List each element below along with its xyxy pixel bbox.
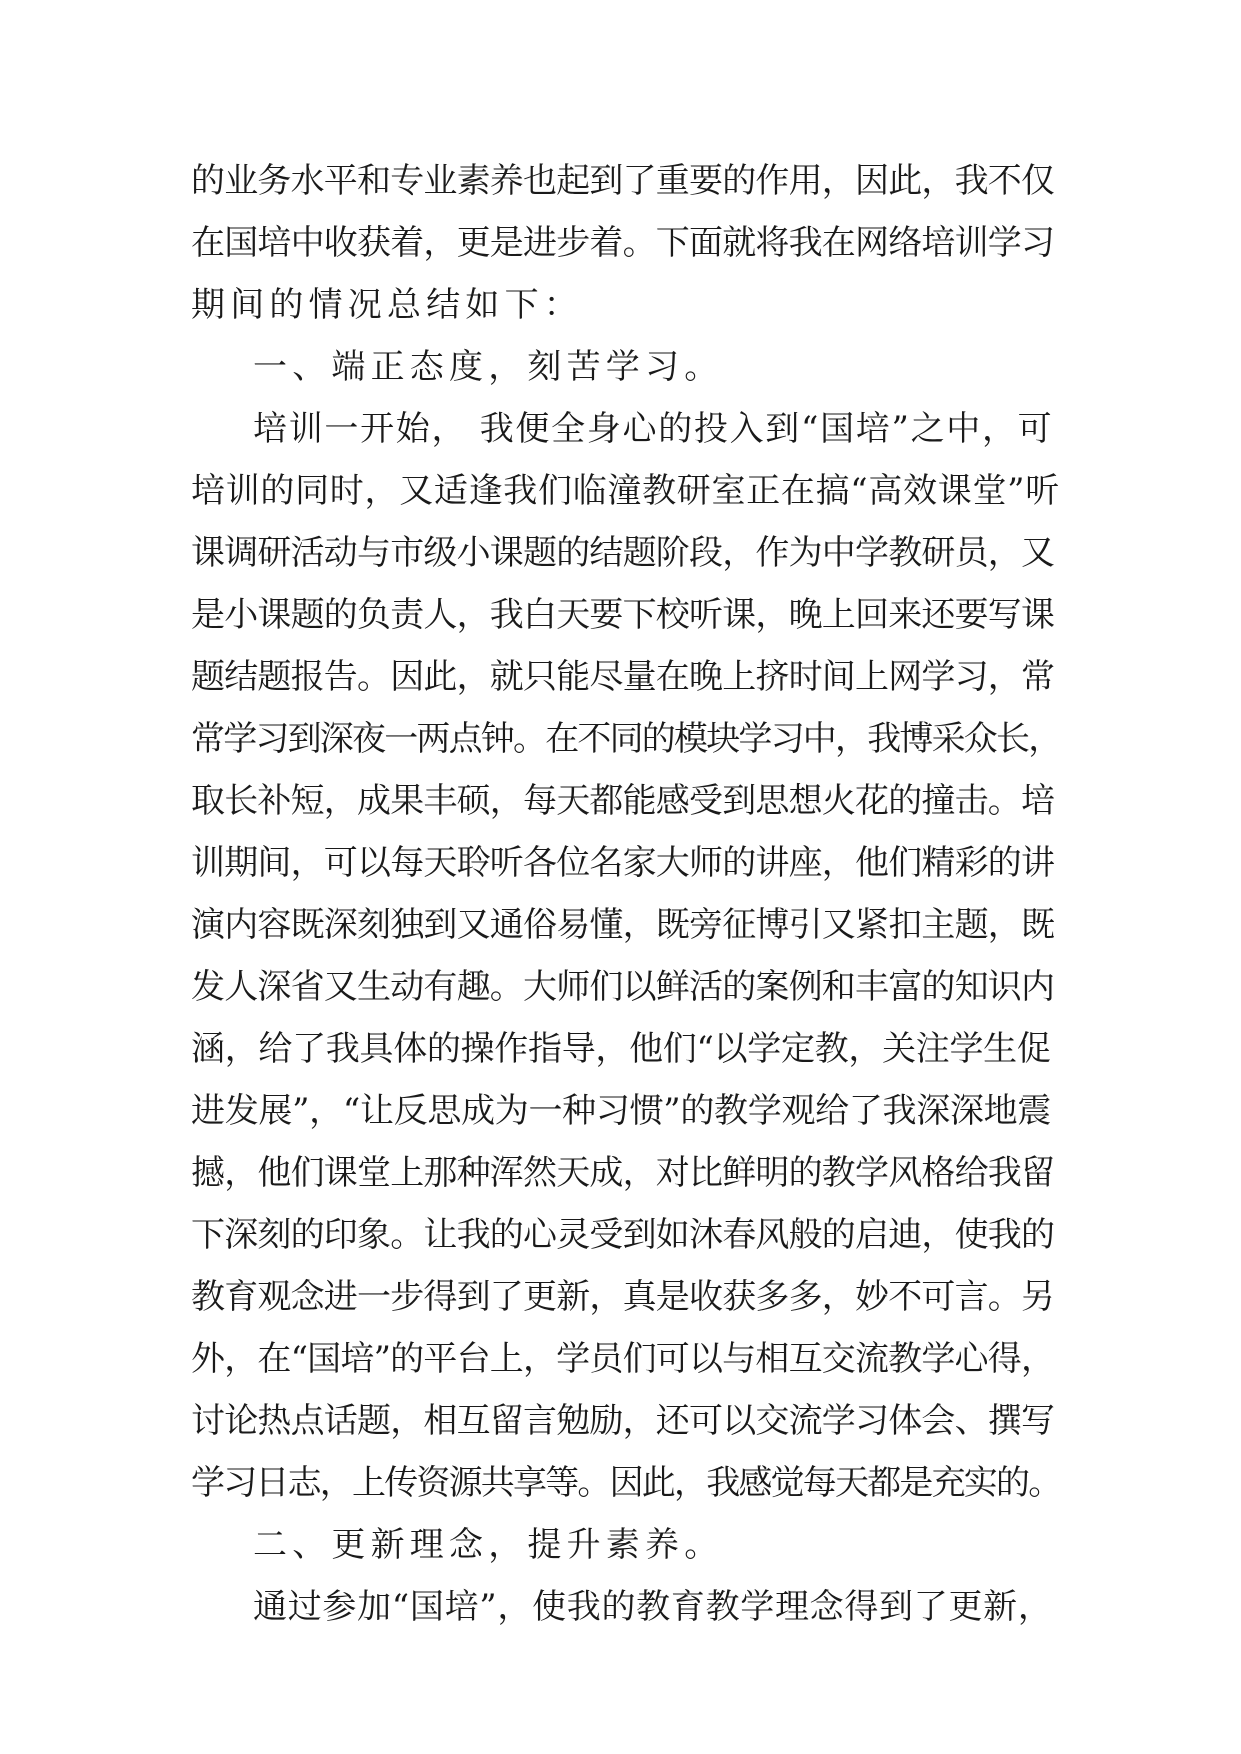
text-line: 进发展”，“让反思成为一种习惯”的教学观给了我深深地震 — [191, 1091, 1052, 1131]
text-line: 取长补短，成果丰硕，每天都能感受到思想火花的撞击。培 — [191, 781, 1055, 821]
text-line: 题结题报告。因此，就只能尽量在晚上挤时间上网学习，常 — [191, 657, 1055, 697]
text-line: 学习日志，上传资源共享等。因此，我感觉每天都是充实的。 — [191, 1463, 1061, 1503]
text-line: 在国培中收获着，更是进步着。下面就将我在网络培训学习 — [191, 223, 1055, 263]
text-line: 教育观念进一步得到了更新，真是收获多多，妙不可言。另 — [191, 1277, 1055, 1317]
text-line: 讨论热点话题，相互留言勉励，还可以交流学习体会、撰写 — [191, 1401, 1055, 1441]
text-line: 发人深省又生动有趣。大师们以鲜活的案例和丰富的知识内 — [191, 967, 1055, 1007]
text-line: 的业务水平和专业素养也起到了重要的作用，因此，我不仅 — [191, 161, 1055, 201]
text-line: 一、端正态度，刻苦学习。 — [253, 347, 724, 387]
text-line: 是小课题的负责人，我白天要下校听课，晚上回来还要写课 — [191, 595, 1055, 635]
text-line: 训期间，可以每天聆听各位名家大师的讲座，他们精彩的讲 — [191, 843, 1055, 883]
text-line: 撼，他们课堂上那种浑然天成，对比鲜明的教学风格给我留 — [191, 1153, 1055, 1193]
text-line: 外，在“国培”的平台上，学员们可以与相互交流教学心得， — [191, 1339, 1055, 1379]
text-line: 培训的同时，又适逢我们临潼教研室正在搞“高效课堂”听 — [191, 471, 1060, 511]
text-line: 期间的情况总结如下： — [191, 285, 583, 325]
document-body — [191, 150, 1061, 1638]
text-line: 通过参加“国培”，使我的教育教学理念得到了更新， — [253, 1587, 1053, 1627]
text-line: 演内容既深刻独到又通俗易懂，既旁征博引又紧扣主题，既 — [191, 905, 1055, 945]
text-line: 二、更新理念，提升素养。 — [253, 1525, 724, 1565]
text-line: 培训一开始， 我便全身心的投入到“国培”之中，可 — [253, 409, 1054, 449]
text-line: 课调研活动与市级小课题的结题阶段，作为中学教研员，又 — [191, 533, 1055, 573]
text-line: 涵，给了我具体的操作指导，他们“以学定教，关注学生促 — [191, 1029, 1051, 1069]
text-line: 常学习到深夜一两点钟。在不同的模块学习中，我博采众长， — [191, 719, 1061, 759]
text-line: 下深刻的印象。让我的心灵受到如沐春风般的启迪，使我的 — [191, 1215, 1055, 1255]
